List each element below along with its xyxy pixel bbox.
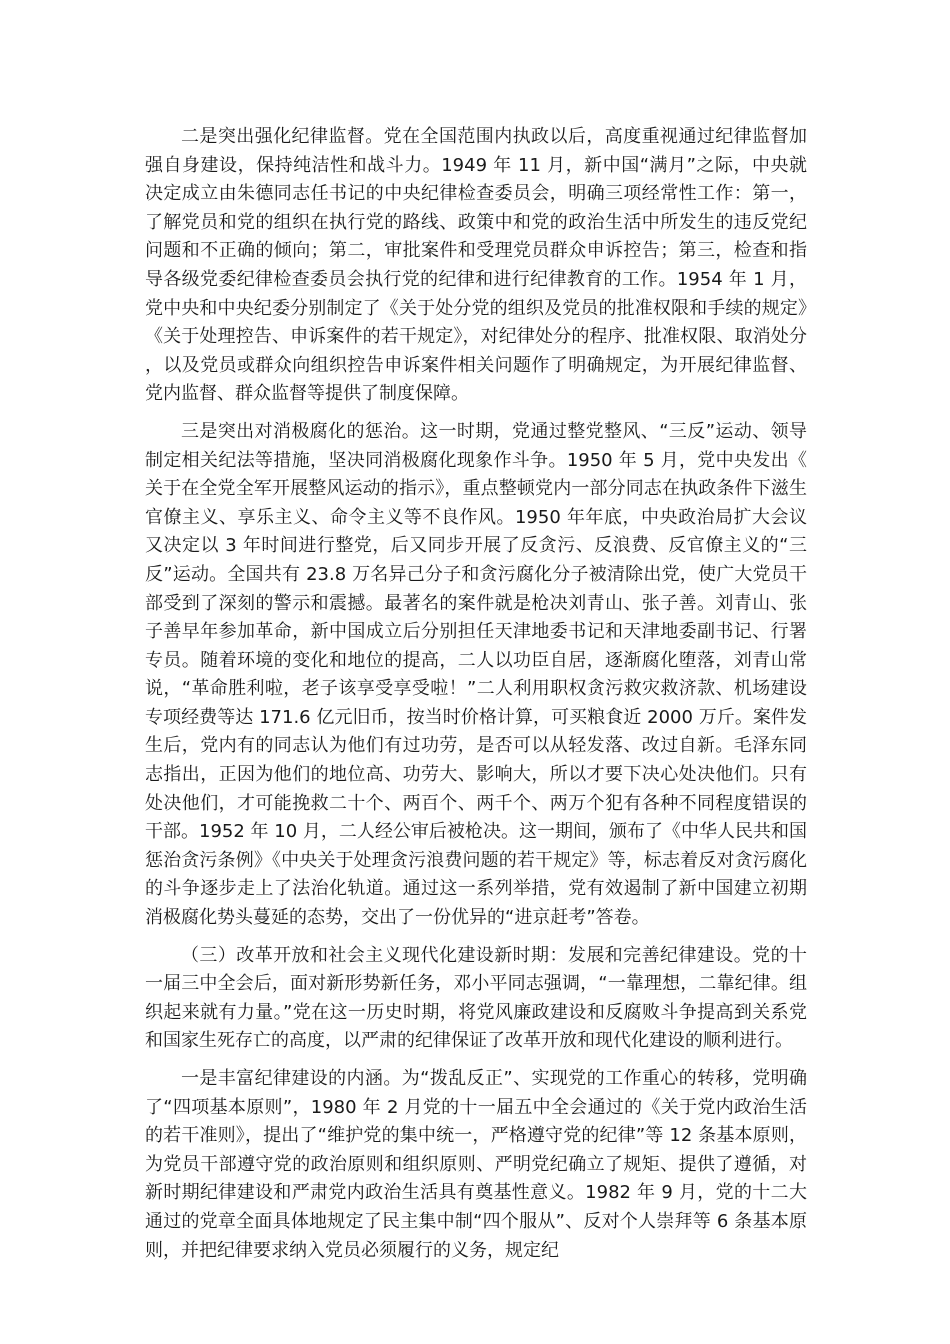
- document-body: [145, 123, 807, 1274]
- paragraph-enrich-discipline: 一是丰富纪律建设的内涵。为“拨乱反正”、实现党的工作重心的转移，党明确了“四项基本原则”，1980 年 2 月党的十一届五中全会通过的《关于党内政治生活的若干准则》，提出了“维护党的集中统一，严格遵守党的纪律”等 12 条基本原则，为党员干部遵守党的政治原则和组织原则、严明党纪确立了规矩、提供了遵循，对新时期纪律建设和严肃党内政治生活具有奠基性意义。1982 年 9 月，党的十二大通过的党章全面具体地规定了民主集中制“四个服从”、反对个人崇拜等 6 条基本原则，并把纪律要求纳入党员必须履行的义务，规定纪: [145, 1068, 807, 1261]
- paragraph-reform-era-heading: （三）改革开放和社会主义现代化建设新时期：发展和完善纪律建设。党的十一届三中全会后，面对新形势新任务，邓小平同志强调，“一靠理想，二靠纪律。组织起来就有力量。”党在这一历史时期，将党风廉政建设和反腐败斗争提高到关系党和国家生死存亡的高度，以严肃的纪律保证了改革开放和现代化建设的顺利进行。: [145, 944, 807, 1052]
- paragraph-anti-corruption-punishment: 三是突出对消极腐化的惩治。这一时期，党通过整党整风、“三反”运动、领导制定相关纪法等措施，坚决同消极腐化现象作斗争。1950 年 5 月，党中央发出《关于在全党全军开展整风运动的指示》，重点整顿党内一部分同志在执政条件下滋生官僚主义、享乐主义、命令主义等不良作风。1950 年年底，中央政治局扩大会议又决定以 3 年时间进行整党，后又同步开展了反贪污、反浪费、反官僚主义的“三反”运动。全国共有 23.8 万名异己分子和贪污腐化分子被清除出党，使广大党员干部受到了深刻的警示和震撼。最著名的案件就是枪决刘青山、张子善。刘青山、张子善早年参加革命，新中国成立后分别担任天津地委书记和天津地委副书记、行署专员。随着环境的变化和地位的提高，二人以功臣自居，逐渐腐化堕落，刘青山常说，“革命胜利啦，老子该享受享受啦！”二人利用职权贪污救灾救济款、机场建设专项经费等达 171.6 亿元旧币，按当时价格计算，可买粮食近 2000 万斤。案件发生后，党内有的同志认为他们有过功劳，是否可以从轻发落、改过自新。毛泽东同志指出，正因为他们的地位高、功劳大、影响大，所以才要下决心处决他们。只有处决他们，才可能挽救二十个、两百个、两千个、两万个犯有各种不同程度错误的干部。1952 年 10 月，二人经公审后被枪决。这一期间，颁布了《中华人民共和国惩治贪污条例》《中央关于处理贪污浪费问题的若干规定》等，标志着反对贪污腐化的斗争逐步走上了法治化轨道。通过这一系列举措，党有效遏制了新中国建立初期消极腐化势头蔓延的态势，交出了一份优异的“进京赶考”答卷。: [145, 420, 807, 929]
- paragraph-discipline-supervision: 二是突出强化纪律监督。党在全国范围内执政以后，高度重视通过纪律监督加强自身建设，保持纯洁性和战斗力。1949 年 11 月，新中国“满月”之际，中央就决定成立由朱德同志任书记的中央纪律检查委员会，明确三项经常性工作：第一，了解党员和党的组织在执行党的路线、政策中和党的政治生活中所发生的违反党纪问题和不正确的倾向；第二，审批案件和受理党员群众申诉控告；第三，检查和指导各级党委纪律检查委员会执行党的纪律和进行纪律教育的工作。1954 年 1 月，党中央和中央纪委分别制定了《关于处分党的组织及党员的批准权限和手续的规定》《关于处理控告、申诉案件的若干规定》，对纪律处分的程序、批准权限、取消处分，以及党员或群众向组织控告申诉案件相关问题作了明确规定，为开展纪律监督、党内监督、群众监督等提供了制度保障。: [145, 126, 807, 405]
